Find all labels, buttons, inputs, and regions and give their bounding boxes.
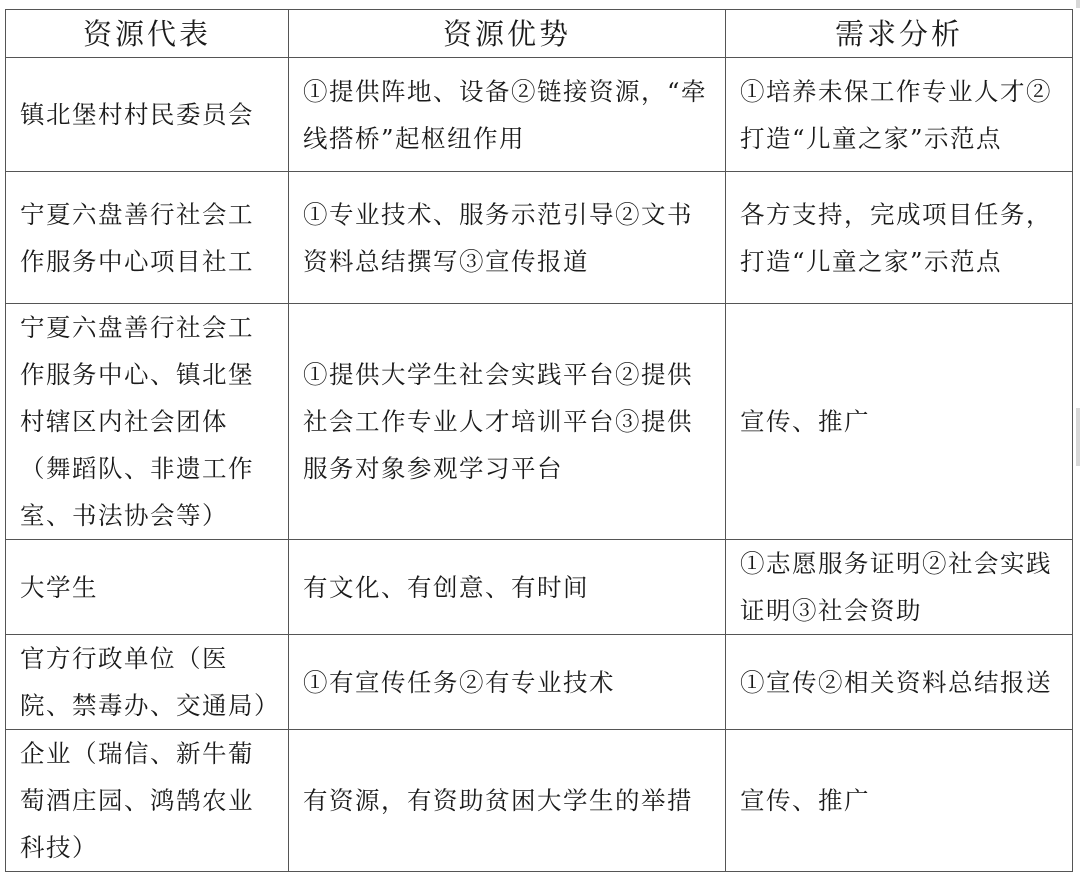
cell-needs: 宣传、推广: [726, 730, 1073, 872]
cell-needs: ①宣传②相关资料总结报送: [726, 635, 1073, 730]
cell-advantage: 有资源，有资助贫困大学生的举措: [289, 730, 726, 872]
header-advantage: 资源优势: [289, 10, 726, 58]
cell-representative: 大学生: [6, 540, 289, 635]
cell-needs: ①志愿服务证明②社会实践证明③社会资助: [726, 540, 1073, 635]
cell-needs: 各方支持，完成项目任务，打造“儿童之家”示范点: [726, 172, 1073, 304]
header-representative: 资源代表: [6, 10, 289, 58]
cell-representative: 宁夏六盘善行社会工作服务中心、镇北堡村辖区内社会团体（舞蹈队、非遗工作室、书法协会等）: [6, 304, 289, 540]
header-needs: 需求分析: [726, 10, 1073, 58]
table-row: [6, 635, 1073, 730]
cell-representative: 企业（瑞信、新牛葡萄酒庄园、鸿鹄农业科技）: [6, 730, 289, 872]
cell-advantage: ①专业技术、服务示范引导②文书资料总结撰写③宣传报道: [289, 172, 726, 304]
cell-advantage: ①有宣传任务②有专业技术: [289, 635, 726, 730]
table-row: [6, 304, 1073, 540]
table-row: [6, 58, 1073, 172]
table-row: [6, 730, 1073, 872]
cell-representative: 宁夏六盘善行社会工作服务中心项目社工: [6, 172, 289, 304]
cell-representative: 官方行政单位（医院、禁毒办、交通局）: [6, 635, 289, 730]
cell-advantage: 有文化、有创意、有时间: [289, 540, 726, 635]
table-header-row: [6, 10, 1073, 58]
cell-representative: 镇北堡村村民委员会: [6, 58, 289, 172]
cell-advantage: ①提供阵地、设备②链接资源，“牵线搭桥”起枢纽作用: [289, 58, 726, 172]
cell-advantage: ①提供大学生社会实践平台②提供社会工作专业人才培训平台③提供服务对象参观学习平台: [289, 304, 726, 540]
cell-needs: ①培养未保工作专业人才②打造“儿童之家”示范点: [726, 58, 1073, 172]
table-row: [6, 172, 1073, 304]
cell-needs: 宣传、推广: [726, 304, 1073, 540]
resource-table: [5, 9, 1073, 872]
page-edge-marker: [1076, 0, 1080, 8]
page-edge-marker: [1076, 408, 1080, 466]
table-row: [6, 540, 1073, 635]
